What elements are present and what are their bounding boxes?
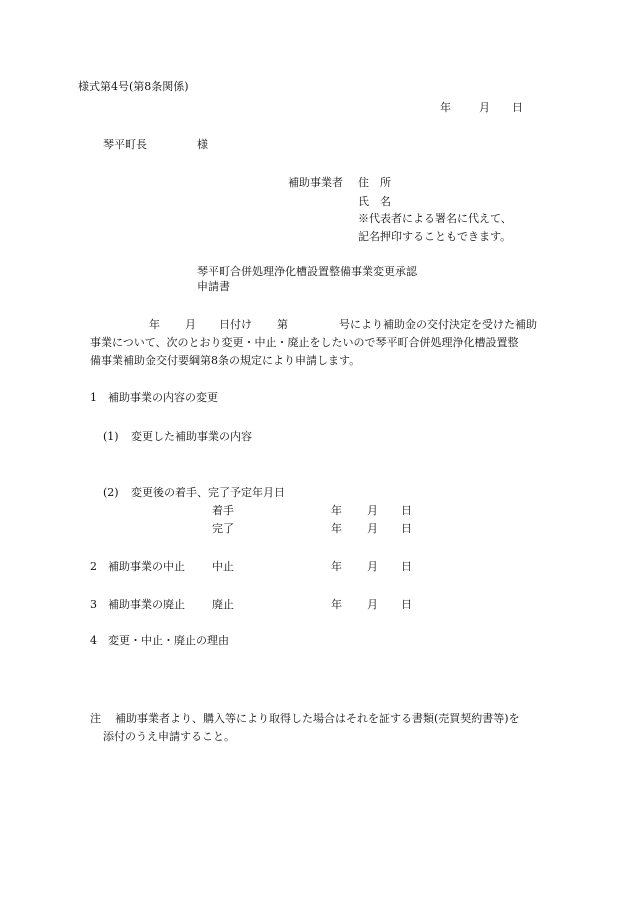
abolition-month: 月 [367, 598, 378, 611]
section-1-1-title: 変更した補助事業の内容 [131, 430, 252, 443]
complete-year: 年 [331, 522, 342, 535]
signature-note-line1: ※代表者による署名に代えて、 [358, 212, 512, 225]
suspension-label: 中止 [212, 560, 234, 573]
title-line1: 琴平町合併処理浄化槽設置整備事業変更承認 [197, 265, 417, 278]
addressee-honorific: 様 [197, 138, 208, 151]
complete-day: 日 [401, 522, 412, 535]
section-1-2-title: 変更後の着手、完了予定年月日 [131, 486, 285, 499]
intro-month: 月 [185, 318, 196, 331]
section-1-2-number: (2) [103, 486, 119, 499]
form-number: 様式第4号(第8条関係) [78, 80, 189, 93]
date-day: 日 [512, 101, 523, 114]
name-label: 氏 名 [358, 195, 391, 208]
start-year: 年 [331, 504, 342, 517]
applicant-label: 補助事業者 [288, 176, 343, 189]
section-1-number: 1 [90, 391, 97, 404]
suspension-month: 月 [367, 560, 378, 573]
start-label: 着手 [212, 504, 234, 517]
section-3-number: 3 [90, 598, 97, 611]
section-4-number: 4 [90, 634, 97, 647]
footnote-line1: 補助事業者より、購入等により取得した場合はそれを証する書類(売買契約書等)を [115, 712, 520, 725]
section-1-1-number: (1) [103, 430, 119, 443]
footnote-label: 注 [90, 712, 101, 725]
section-1-title: 補助事業の内容の変更 [108, 391, 218, 404]
complete-label: 完了 [212, 522, 234, 535]
start-month: 月 [367, 504, 378, 517]
addressee-name: 琴平町長 [103, 138, 147, 151]
address-label: 住 所 [358, 176, 391, 189]
intro-line2: 事業について、次のとおり変更・中止・廃止をしたいので琴平町合併処理浄化槽設置整 [90, 336, 519, 349]
abolition-label: 廃止 [212, 598, 234, 611]
suspension-year: 年 [331, 560, 342, 573]
section-2-number: 2 [90, 560, 97, 573]
abolition-day: 日 [401, 598, 412, 611]
date-year: 年 [440, 101, 451, 114]
intro-date-attached: 日付け [219, 318, 252, 331]
section-3-title: 補助事業の廃止 [108, 598, 185, 611]
signature-note-line2: 記名押印することもできます。 [358, 230, 512, 243]
title-line2: 申請書 [197, 280, 230, 293]
footnote-line2: 添付のうえ申請すること。 [103, 730, 235, 743]
intro-year: 年 [149, 318, 160, 331]
start-day: 日 [401, 504, 412, 517]
section-4-title: 変更・中止・廃止の理由 [108, 634, 229, 647]
date-month: 月 [479, 101, 490, 114]
intro-line1-rest: 号により補助金の交付決定を受けた補助 [339, 318, 537, 331]
suspension-day: 日 [401, 560, 412, 573]
section-2-title: 補助事業の中止 [108, 560, 185, 573]
abolition-year: 年 [331, 598, 342, 611]
intro-line3: 備事業補助金交付要綱第8条の規定により申請します。 [90, 354, 361, 367]
intro-dai: 第 [277, 318, 288, 331]
complete-month: 月 [367, 522, 378, 535]
